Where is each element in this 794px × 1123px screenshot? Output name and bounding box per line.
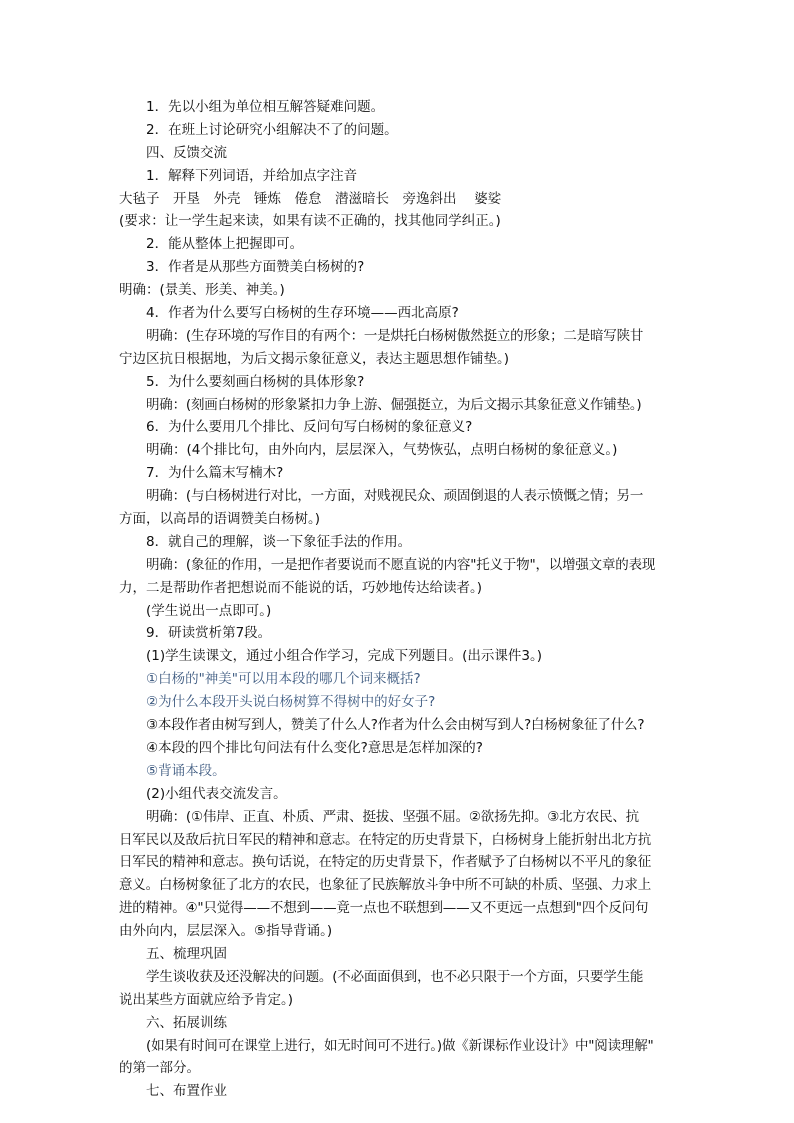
section-heading-review: 五、梳理巩固 [146, 945, 227, 962]
extension-line-1: (如果有时间可在课堂上进行，如无时间可不进行。)做《新课标作业设计》中"阅读理解" [146, 1037, 654, 1054]
answer-9-line-4: 意义。白杨树象征了北方的农民，也象征了民族解放斗争中所不可缺的朴质、坚强、力求上 [119, 877, 651, 894]
section-heading-homework: 七、布置作业 [146, 1083, 227, 1100]
sub-question-5: ⑤背诵本段。 [146, 762, 226, 779]
question-8: 8．就自己的理解，谈一下象征手法的作用。 [146, 533, 412, 550]
lesson-text-body [119, 96, 681, 1103]
sub-question-2: ②为什么本段开头说白杨树算不得树中的好女子? [146, 694, 436, 711]
question-3: 3．作者是从那些方面赞美白杨树的? [146, 259, 365, 276]
extension-line-2: 的第一部分。 [119, 1060, 200, 1077]
answer-9-line-3: 日军民的精神和意志。换句话说，在特定的历史背景下，作者赋予了白杨树以不平凡的象征 [119, 854, 651, 871]
answer-8-line-2: 力，二是帮助作者把想说而不能说的话，巧妙地传达给读者。) [119, 579, 483, 596]
sub-question-3: ③本段作者由树写到人，赞美了什么人?作者为什么会由树写到人?白杨树象征了什么? [146, 717, 645, 734]
step-1-line: 1．先以小组为单位相互解答疑难问题。 [146, 99, 385, 115]
answer-4-line-1: 明确：(生存环境的写作目的有两个：一是烘托白杨树傲然挺立的形象；二是暗写陕甘 [146, 327, 644, 344]
review-line-2: 说出某些方面就应给予肯定。) [119, 991, 294, 1008]
review-line-1: 学生谈收获及还没解决的问题。(不必面面俱到，也不必只限于一个方面，只要学生能 [146, 968, 644, 985]
question-9-part-2: (2)小组代表交流发言。 [146, 785, 287, 802]
answer-9-line-5: 进的精神。④"只觉得——不想到——竟一点也不联想到——又不更远一点想到"四个反问句 [119, 900, 649, 917]
answer-8-note: (学生说出一点即可。) [146, 602, 272, 619]
question-4: 4．作者为什么要写白杨树的生存环境——西北高原? [146, 305, 459, 322]
answer-9-line-6: 由外向内，层层深入。⑤指导背诵。) [119, 923, 333, 940]
step-2-line: 2．在班上讨论研究小组解决不了的问题。 [146, 121, 398, 138]
sub-question-1: ①白杨的"神美"可以用本段的哪几个词来概括? [146, 671, 421, 688]
question-9: 9．研读赏析第7段。 [146, 625, 272, 642]
answer-5: 明确：(刻画白杨树的形象紧扣力争上游、倔强挺立，为后文揭示其象征意义作铺垫。) [146, 396, 642, 413]
question-7: 7．为什么篇末写楠木? [146, 465, 284, 482]
answer-6: 明确：(4个排比句，由外向内，层层深入，气势恢弘，点明白杨树的象征意义。) [146, 442, 618, 459]
question-5: 5．为什么要刻画白杨树的具体形象? [146, 373, 365, 390]
question-9-part-1: (1)学生读课文，通过小组合作学习，完成下列题目。(出示课件3。) [146, 648, 542, 665]
answer-3: 明确：(景美、形美、神美。) [119, 282, 285, 299]
question-6: 6．为什么要用几个排比、反问句写白杨树的象征意义? [146, 419, 473, 436]
vocabulary-words: 大毡子 开垦 外壳 锤炼 倦怠 潜滋暗长 旁逸斜出 婆娑 [119, 190, 502, 207]
answer-7-line-2: 方面，以高昂的语调赞美白杨树。) [119, 511, 321, 528]
section-heading-feedback: 四、反馈交流 [146, 144, 227, 161]
question-2: 2．能从整体上把握即可。 [146, 236, 304, 253]
sub-question-4: ④本段的四个排比句问法有什么变化?意思是怎样加深的? [146, 739, 483, 756]
answer-7-line-1: 明确：(与白杨树进行对比，一方面，对贱视民众、顽固倒退的人表示愤慨之情；另一 [146, 488, 644, 505]
answer-8-line-1: 明确：(象征的作用，一是把作者要说而不愿直说的内容"托义于物"，以增强文章的表现 [146, 556, 656, 573]
answer-9-line-1: 明确：(①伟岸、正直、朴质、严肃、挺拔、坚强不屈。②欲扬先抑。③北方农民、抗 [146, 808, 639, 825]
section-heading-extension: 六、拓展训练 [146, 1014, 227, 1031]
vocabulary-requirement: (要求：让一学生起来读，如果有读不正确的，找其他同学纠正。) [119, 213, 501, 230]
question-1: 1．解释下列词语，并给加点字注音 [146, 167, 358, 184]
answer-4-line-2: 宁边区抗日根据地，为后文揭示象征意义，表达主题思想作铺垫。) [119, 350, 510, 367]
answer-9-line-2: 日军民以及敌后抗日军民的精神和意志。在特定的历史背景下，白杨树身上能折射出北方抗 [119, 831, 651, 848]
